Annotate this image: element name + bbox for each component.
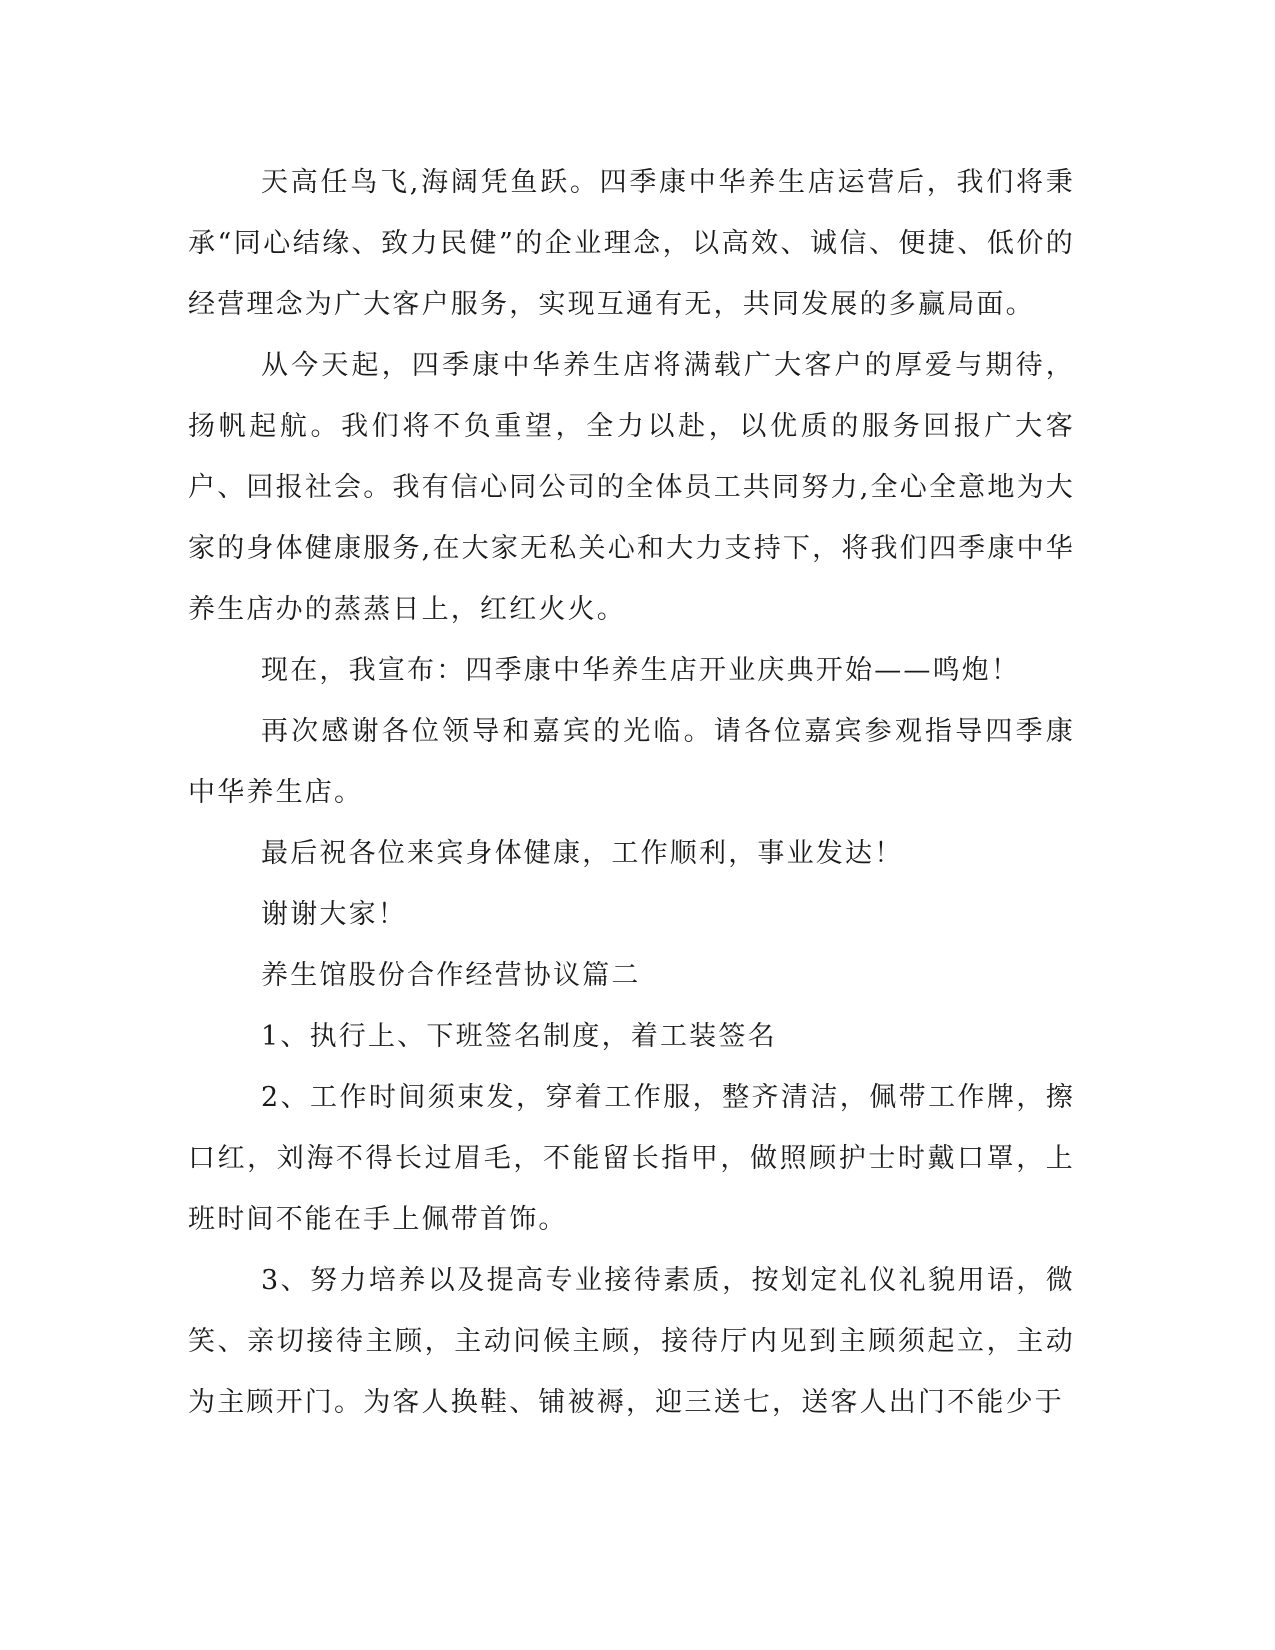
paragraph-opening-vision: 天高任鸟飞,海阔凭鱼跃。四季康中华养生店运营后，我们将秉承“同心结缘、致力民健”的企业理念，以高效、诚信、便捷、低价的经营理念为广大客户服务，实现互通有无，共同发展的多赢局面。: [188, 167, 1075, 320]
section-heading: 养生馆股份合作经营协议篇二: [261, 960, 641, 991]
rule-item-2: 2、工作时间须束发，穿着工作服，整齐清洁，佩带工作牌，擦口红，刘海不得长过眉毛，不能留长指甲，做照顾护士时戴口罩，上班时间不能在手上佩带首饰。: [188, 1082, 1075, 1235]
paragraph-thanks-guests: 再次感谢各位领导和嘉宾的光临。请各位嘉宾参观指导四季康中华养生店。: [188, 716, 1075, 808]
paragraph-setting-sail: 从今天起，四季康中华养生店将满载广大客户的厚爱与期待，扬帆起航。我们将不负重望，全力以赴，以优质的服务回报广大客户、回报社会。我有信心同公司的全体员工共同努力,全心全意地为大家的身体健康服务,在大家无私关心和大力支持下，将我们四季康中华养生店办的蒸蒸日上，红红火火。: [188, 350, 1075, 625]
paragraph-best-wishes: 最后祝各位来宾身体健康，工作顺利，事业发达！: [261, 838, 904, 869]
paragraph-announcement: 现在，我宣布：四季康中华养生店开业庆典开始——鸣炮！: [261, 655, 1021, 686]
paragraph-thank-you: 谢谢大家！: [261, 899, 407, 930]
rule-item-1: 1、执行上、下班签名制度，着工装签名: [261, 1021, 777, 1052]
rule-item-3: 3、努力培养以及提高专业接待素质，按划定礼仪礼貌用语，微笑、亲切接待主顾，主动问候主顾，接待厅内见到主顾须起立，主动为主顾开门。为客人换鞋、铺被褥，迎三送七，送客人出门不能少于: [188, 1265, 1075, 1418]
